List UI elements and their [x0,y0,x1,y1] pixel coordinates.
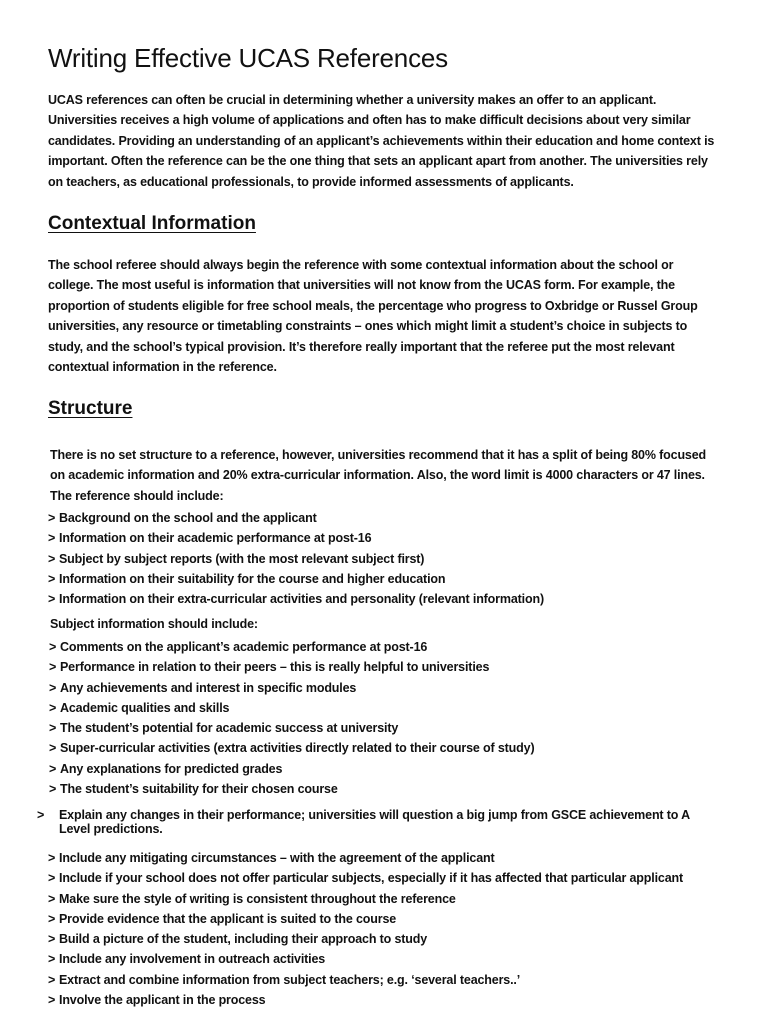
structure-heading: Structure [48,398,133,419]
list-item-text: Super-curricular activities (extra activities directly related to their course of study) [60,741,535,756]
page-title: Writing Effective UCAS References [48,43,448,73]
bullet-marker: > [48,993,56,1008]
list-item [49,738,721,758]
list-item [49,779,721,799]
bullet-marker: > [48,972,56,987]
list-item-text: Background on the school and the applicant [59,511,317,525]
list-item [48,929,720,949]
bullet-marker: > [49,700,57,715]
list-item-text: Explain any changes in their performance; universities will question a big jump from GSCE achievement to A Level predictions. [59,808,690,836]
list-item [49,759,721,779]
list-item [49,657,721,677]
list-item [48,589,720,609]
subject-info-label: Subject information should include: [50,617,258,631]
list-item-text: The student’s potential for academic success at university [60,721,399,736]
intro-paragraph: UCAS references can often be crucial in determining whether a university makes an offer to an applicant. Universities receives a high volume of applications and often has to make difficult decisions about very similar candidates. Providing an understanding of an applicant’s achievements within their education and home context is important. Often the reference can be the one thing that sets an applicant apart from another. The universities rely on teachers, as educational professionals, to provide informed assessments of applicants. [48,93,715,189]
list-item [49,637,721,657]
structure-paragraph: There is no set structure to a reference, however, universities recommend that it has a split of being 80% focused on academic information and 20% extra-curricular information. Also, the word limit is 4000 characters or 47 lines. [50,448,707,483]
list-item-text: Extract and combine information from subject teachers; e.g. ‘several teachers..’ [59,972,521,987]
bullet-marker: > [48,531,56,546]
list-item-text: Information on their extra-curricular activities and personality (relevant information) [59,592,544,607]
list-item-text: Any explanations for predicted grades [60,761,283,776]
list-item [48,569,720,589]
list-item-text: Include if your school does not offer particular subjects, especially if it has affected that particular applicant [59,871,684,886]
list-item-text: Academic qualities and skills [60,700,230,715]
bullet-marker: > [49,741,57,756]
list-item [48,508,720,528]
should-include-label: The reference should include: [50,489,224,503]
list-item-text: Involve the applicant in the process [59,993,266,1008]
bullet-marker: > [49,721,57,736]
list-item [49,678,721,698]
subject-info-list [49,637,721,799]
list-item-text: Provide evidence that the applicant is suited to the course [59,911,397,926]
list-item [48,848,720,868]
list-item-text: Build a picture of the student, including their approach to study [59,932,428,947]
bullet-marker: > [48,952,56,967]
list-item [48,549,720,569]
list-item [49,698,721,718]
contextual-heading: Contextual Information [48,213,256,234]
list-item-text: Performance in relation to their peers – this is really helpful to universities [60,660,490,675]
bullet-marker: > [49,761,57,776]
bullet-marker: > [48,511,56,525]
bullet-marker: > [48,551,56,566]
list-item [48,889,720,909]
further-list [48,848,720,1010]
bullet-marker: > [48,891,56,906]
list-item-text: Any achievements and interest in specific modules [60,680,357,695]
bullet-marker: > [49,660,57,675]
list-item-text: Information on their academic performance at post-16 [59,531,372,546]
bullet-marker: > [49,680,57,695]
bullet-marker: > [48,911,56,926]
list-item [48,949,720,969]
list-item-text: Include any mitigating circumstances – with the agreement of the applicant [59,851,495,865]
list-item-text: Include any involvement in outreach activities [59,952,326,967]
bullet-marker: > [48,571,56,586]
list-item [37,808,720,836]
list-item [48,868,720,888]
contextual-paragraph: The school referee should always begin the reference with some contextual information about the school or college. The most useful is information that universities will not know from the UCAS form. For example, the proportion of students eligible for free school meals, the percentage who progress to Oxbridge or Russel Group universities, any resource or timetabling constraints – ones which might limit a student’s choice in subjects to study, and the school’s typical provision. It’s therefore really important that the referee put the most relevant contextual information in the reference. [48,258,698,375]
bullet-marker: > [48,592,56,607]
bullet-marker: > [37,808,45,822]
bullet-marker: > [49,782,57,797]
list-item [48,909,720,929]
list-item [49,718,721,738]
list-item-text: The student’s suitability for their chosen course [60,782,338,797]
list-item-text: Comments on the applicant’s academic performance at post-16 [60,640,428,654]
list-item-text: Information on their suitability for the course and higher education [59,571,446,586]
explain-list [37,808,720,836]
list-item [48,990,720,1010]
bullet-marker: > [48,871,56,886]
should-include-list [48,508,720,609]
list-item-text: Subject by subject reports (with the most relevant subject first) [59,551,425,566]
list-item [48,528,720,548]
bullet-marker: > [49,640,57,654]
list-item-text: Make sure the style of writing is consistent throughout the reference [59,891,456,906]
bullet-marker: > [48,932,56,947]
bullet-marker: > [48,851,56,865]
list-item [48,970,720,990]
